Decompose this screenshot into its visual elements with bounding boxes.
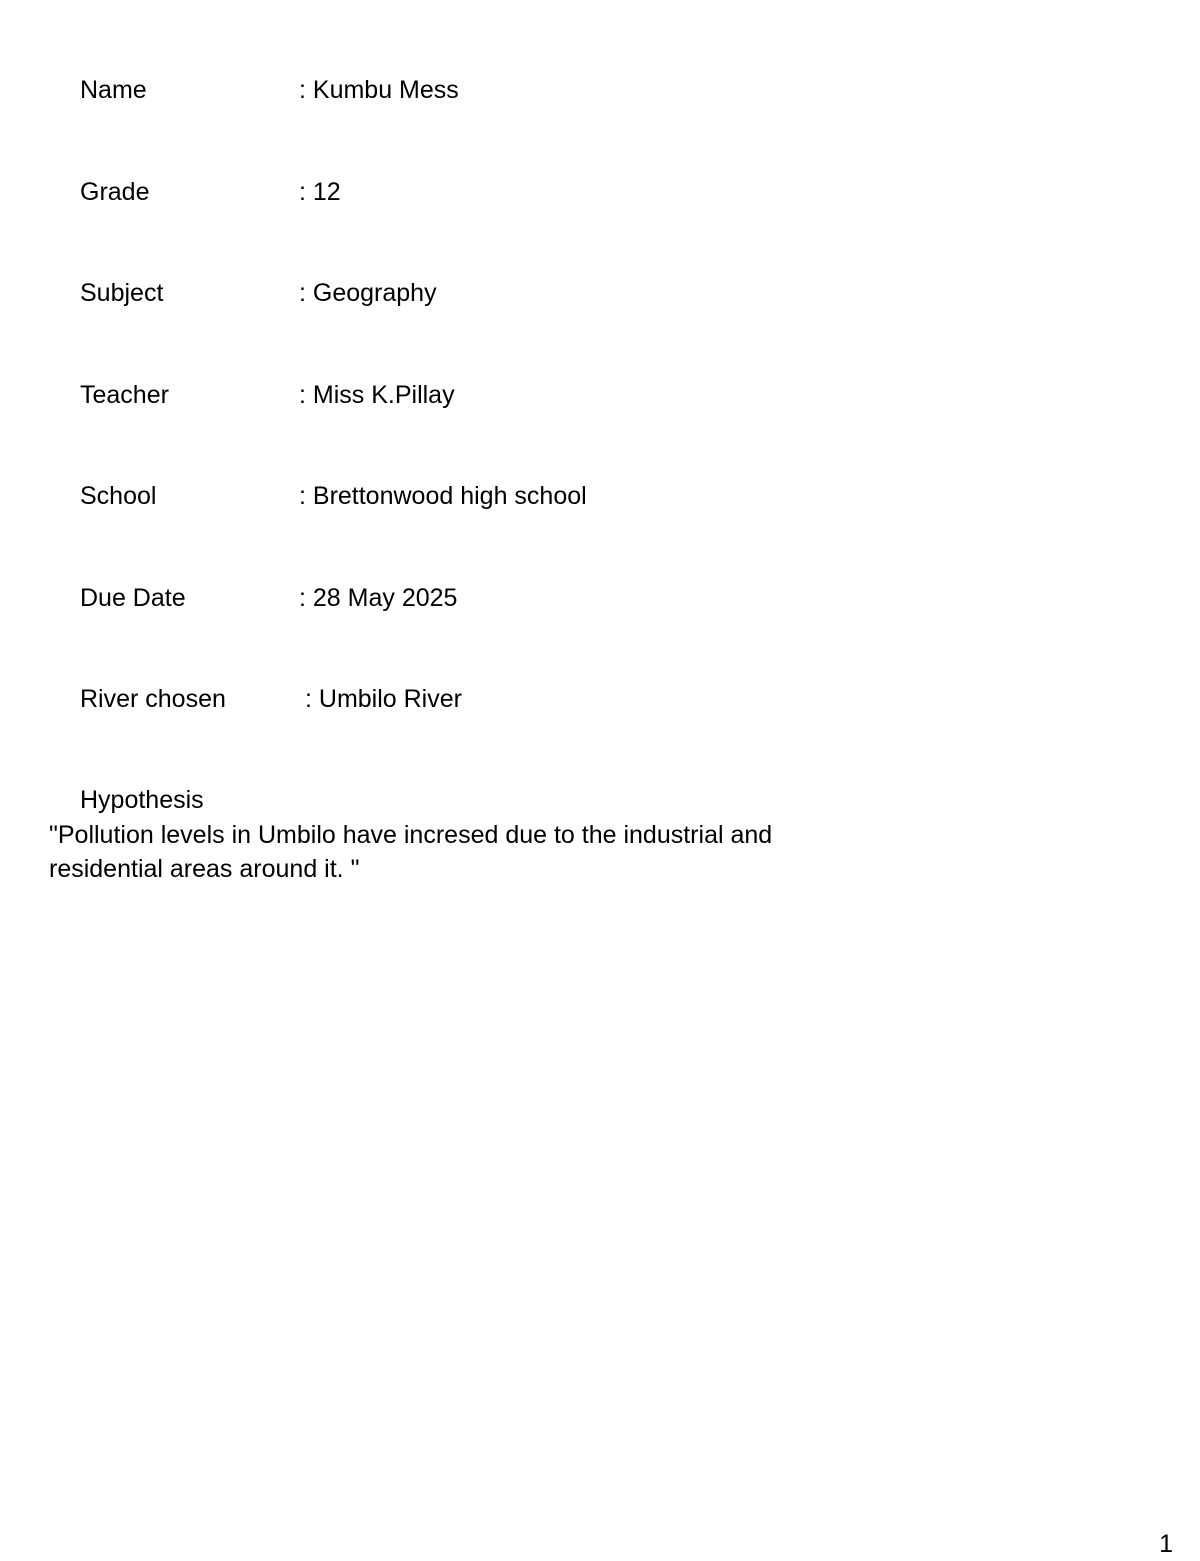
page-number: 1 bbox=[1159, 1530, 1173, 1558]
teacher-label: Teacher bbox=[80, 381, 169, 409]
subject-value: : Geography bbox=[299, 279, 437, 307]
grade-label: Grade bbox=[80, 178, 150, 206]
name-label: Name bbox=[80, 76, 147, 104]
subject-label: Subject bbox=[80, 279, 164, 307]
due-date-value: : 28 May 2025 bbox=[299, 584, 458, 612]
school-label: School bbox=[80, 482, 157, 510]
hypothesis-heading: Hypothesis bbox=[80, 786, 204, 814]
school-value: : Brettonwood high school bbox=[299, 482, 587, 510]
river-value: : Umbilo River bbox=[305, 685, 462, 713]
river-label: River chosen bbox=[80, 685, 226, 713]
grade-value: : 12 bbox=[299, 178, 341, 206]
teacher-value: : Miss K.Pillay bbox=[299, 381, 455, 409]
due-date-label: Due Date bbox=[80, 584, 186, 612]
hypothesis-text: "Pollution levels in Umbilo have incresed due to the industrial and residential areas around it. " bbox=[49, 821, 773, 883]
name-value: : Kumbu Mess bbox=[299, 76, 459, 104]
